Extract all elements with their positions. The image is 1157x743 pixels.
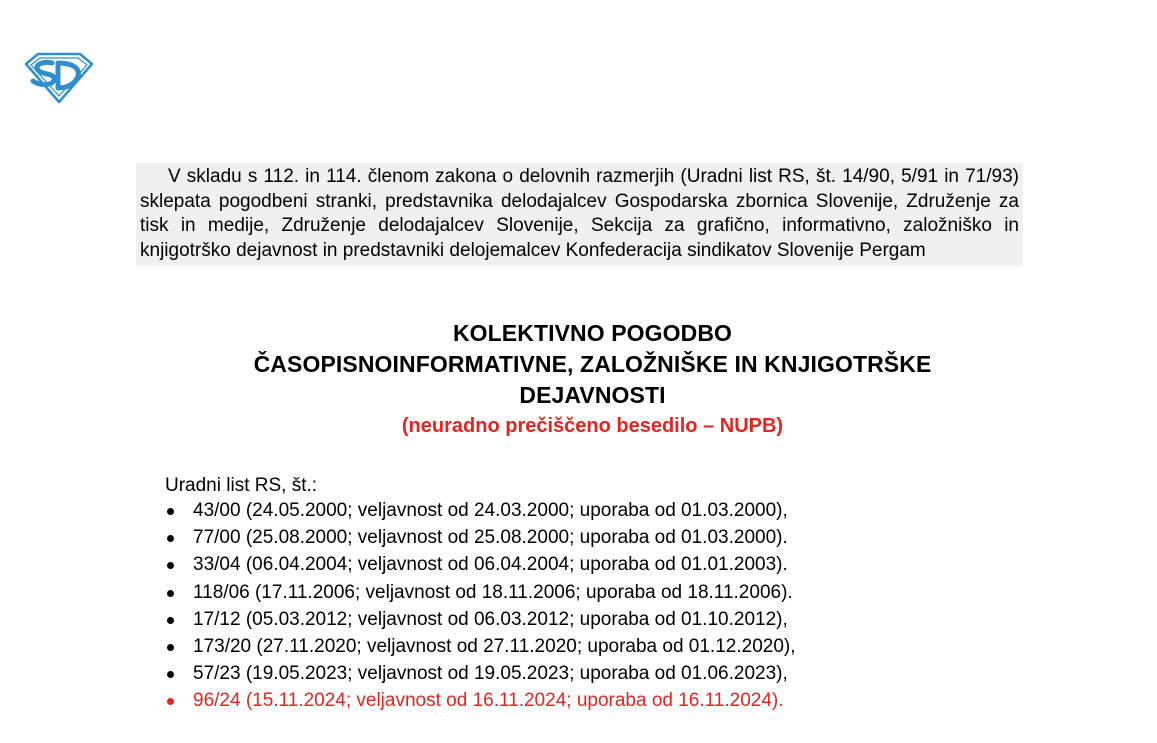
reference-text: 77/00 (25.08.2000; veljavnost od 25.08.2000; uporaba od 01.03.2000). — [193, 527, 788, 549]
reference-item — [165, 497, 796, 524]
document-title — [150, 318, 1035, 411]
title-line-1: KOLEKTIVNO POGODBO — [452, 320, 733, 346]
reference-item — [165, 524, 796, 551]
title-line-2: ČASOPISNOINFORMATIVNE, ZALOŽNIŠKE IN KNJIGOTRŠKE — [253, 351, 932, 377]
bullet-icon — [167, 535, 174, 542]
reference-text: 17/12 (05.03.2012; veljavnost od 06.03.2012; uporaba od 01.10.2012), — [193, 608, 788, 630]
bullet-icon — [167, 698, 174, 705]
title-line-3: DEJAVNOSTI — [519, 382, 666, 408]
reference-item — [165, 660, 796, 687]
reference-text: 57/23 (19.05.2023; veljavnost od 19.05.2023; uporaba od 01.06.2023), — [193, 663, 788, 685]
gzs-logo — [22, 50, 96, 104]
reference-item-latest — [165, 687, 796, 714]
reference-text: 173/20 (27.11.2020; veljavnost od 27.11.2020; uporaba od 01.12.2020), — [193, 636, 796, 658]
reference-item — [165, 633, 796, 660]
references-list — [165, 497, 796, 715]
shield-logo-icon — [22, 50, 96, 104]
reference-item — [165, 579, 796, 606]
bullet-icon — [167, 671, 174, 678]
bullet-icon — [167, 590, 174, 597]
bullet-icon — [167, 617, 174, 624]
reference-text: 118/06 (17.11.2006; veljavnost od 18.11.2006; uporaba od 18.11.2006). — [193, 581, 793, 603]
bullet-icon — [167, 562, 174, 569]
document-subtitle: (neuradno prečiščeno besedilo – NUPB) — [401, 415, 784, 437]
reference-text: 43/00 (24.05.2000; veljavnost od 24.03.2000; uporaba od 01.03.2000), — [193, 500, 788, 521]
reference-item — [165, 551, 796, 578]
reference-text: 33/04 (06.04.2004; veljavnost od 06.04.2004; uporaba od 01.01.2003). — [193, 554, 788, 576]
references-label: Uradni list RS, št.: — [165, 475, 318, 496]
bullet-icon — [167, 508, 174, 515]
bullet-icon — [167, 644, 174, 651]
reference-text: 96/24 (15.11.2024; veljavnost od 16.11.2024; uporaba od 16.11.2024). — [193, 690, 784, 712]
intro-paragraph: V skladu s 112. in 114. členom zakona o delovnih razmerjih (Uradni list RS, št. 14/90, 5/91 in 71/93) sklepata pogodbeni stranki, predstavnika delodajalcev Gospodarska zbornica Slovenije, Združenje za tisk in medije, Združenje delodajalcev Slovenije, Sekcija za grafično, informativno, založniško in knjigotrško dejavnost in predstavniki delojemalcev Konfederacija sindikatov Slovenije Pergam — [136, 163, 1023, 266]
reference-item — [165, 606, 796, 633]
